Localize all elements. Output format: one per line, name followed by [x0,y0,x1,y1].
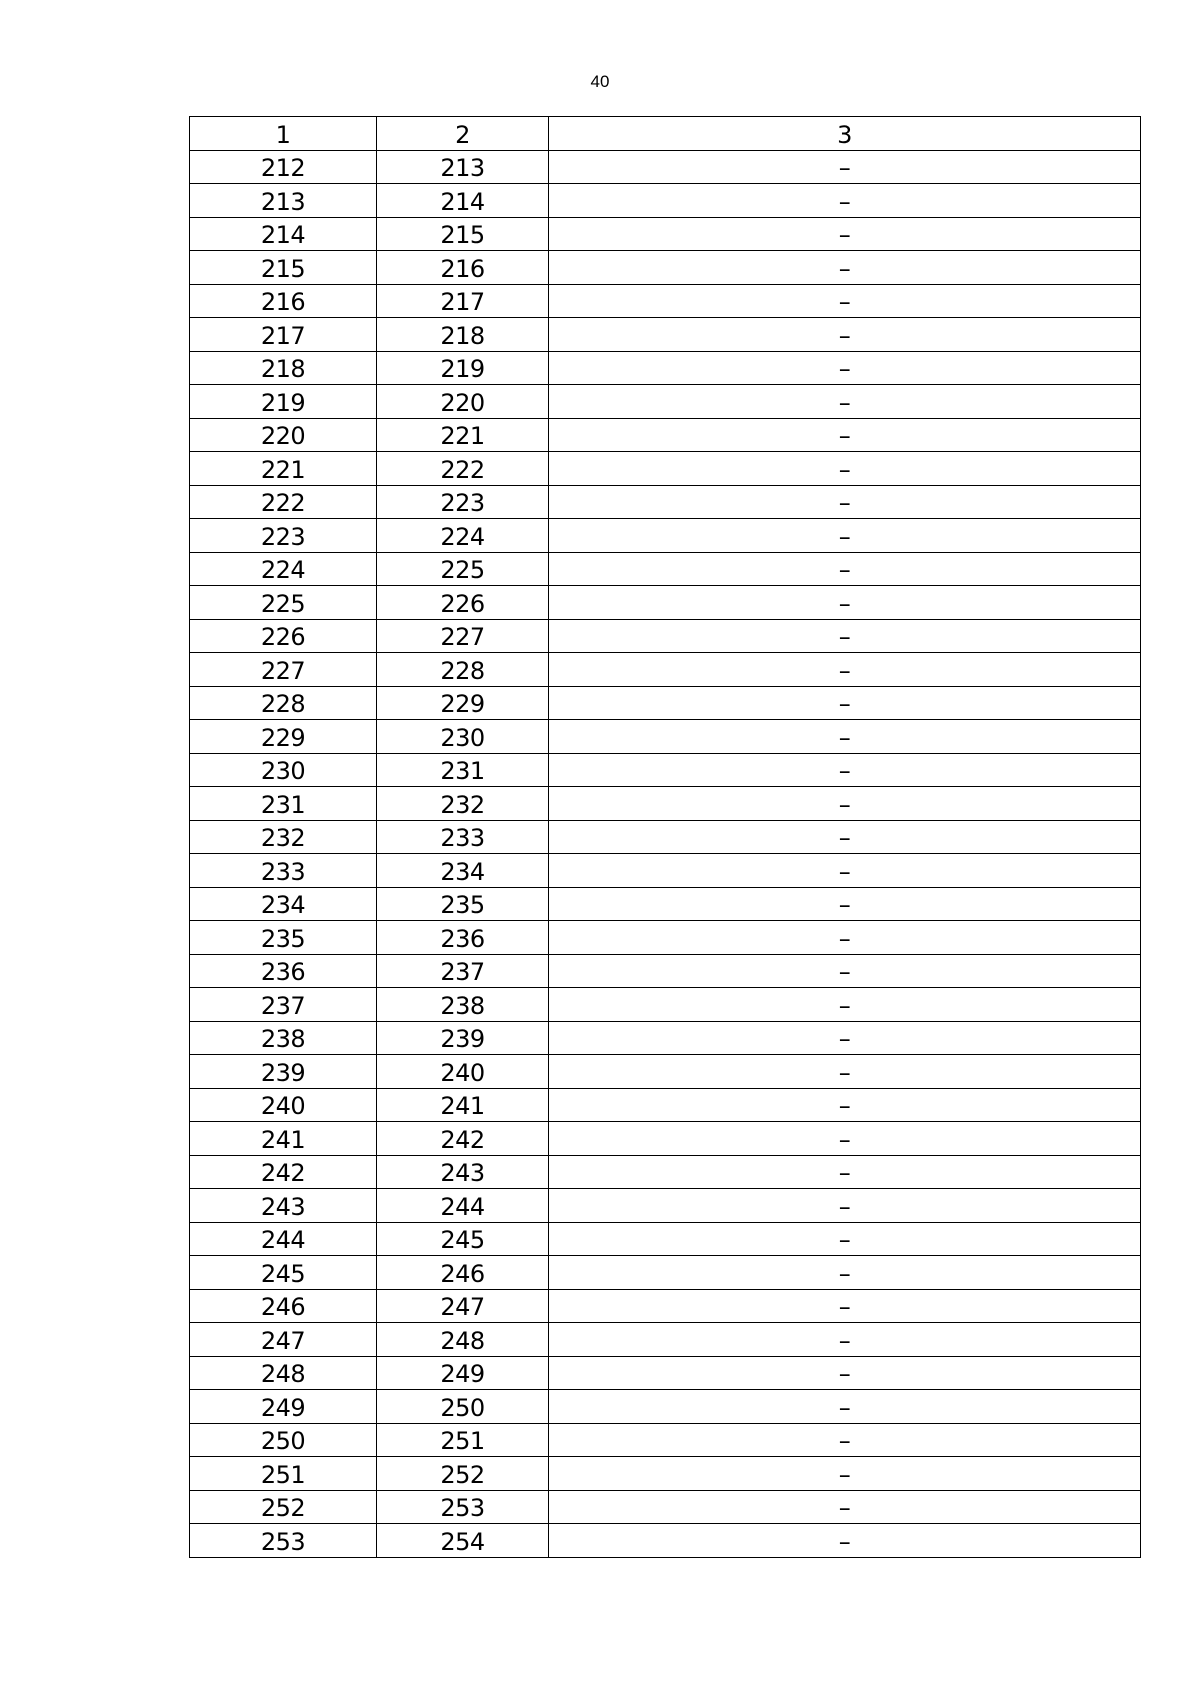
table-cell-col-1: 230 [190,753,377,787]
table-cell-col-1: 212 [190,150,377,184]
table-cell-col-3: – [549,1189,1141,1223]
table-cell-col-3: – [549,988,1141,1022]
table-cell-col-2: 254 [377,1524,549,1558]
table-cell-col-1: 243 [190,1189,377,1223]
table-row [190,619,1141,653]
table-cell-col-3: – [549,887,1141,921]
table-cell-col-3: – [549,1155,1141,1189]
table-cell-col-1: 249 [190,1390,377,1424]
table-cell-col-2: 230 [377,720,549,754]
table-cell-col-2: 221 [377,418,549,452]
table-cell-col-2: 218 [377,318,549,352]
table-cell-col-2: 244 [377,1189,549,1223]
table-cell-col-1: 216 [190,284,377,318]
table-row [190,1222,1141,1256]
table-cell-col-3: – [549,217,1141,251]
table-cell-col-3: – [549,1356,1141,1390]
table-cell-col-3: – [549,1457,1141,1491]
table-row [190,854,1141,888]
table-row [190,1088,1141,1122]
table-cell-col-3: – [549,921,1141,955]
table-row [190,318,1141,352]
table-cell-col-3: – [549,251,1141,285]
table-cell-col-1: 215 [190,251,377,285]
table-cell-col-1: 242 [190,1155,377,1189]
table-cell-col-3: – [549,485,1141,519]
table-cell-col-2: 250 [377,1390,549,1424]
table-cell-col-3: – [549,418,1141,452]
table-cell-col-2: 215 [377,217,549,251]
table-cell-col-2: 239 [377,1021,549,1055]
table-cell-col-2: 231 [377,753,549,787]
table-cell-col-1: 220 [190,418,377,452]
table-row [190,1457,1141,1491]
table-cell-col-3: – [549,720,1141,754]
table-cell-col-3: – [549,385,1141,419]
table-cell-col-1: 236 [190,954,377,988]
table-cell-col-2: 252 [377,1457,549,1491]
table-row [190,485,1141,519]
table-cell-col-1: 250 [190,1423,377,1457]
table-cell-col-3: – [549,1088,1141,1122]
table-row [190,820,1141,854]
table-row [190,418,1141,452]
table-cell-col-1: 228 [190,686,377,720]
table-cell-col-2: 249 [377,1356,549,1390]
table-cell-col-3: – [549,1021,1141,1055]
table-row [190,1390,1141,1424]
table-cell-col-1: 238 [190,1021,377,1055]
table-cell-col-3: – [549,1524,1141,1558]
table-row [190,887,1141,921]
table-cell-col-2: 253 [377,1490,549,1524]
header-cell-col-1: 1 [190,117,377,151]
table-row [190,988,1141,1022]
table-row [190,787,1141,821]
table-row [190,351,1141,385]
table-cell-col-3: – [549,854,1141,888]
table-cell-col-1: 253 [190,1524,377,1558]
table-cell-col-2: 238 [377,988,549,1022]
table-cell-col-2: 248 [377,1323,549,1357]
table-cell-col-3: – [549,1256,1141,1290]
table-cell-col-1: 251 [190,1457,377,1491]
table-cell-col-1: 217 [190,318,377,352]
table-cell-col-3: – [549,686,1141,720]
table-cell-col-1: 219 [190,385,377,419]
header-cell-col-2: 2 [377,117,549,151]
table-row [190,251,1141,285]
table-cell-col-1: 239 [190,1055,377,1089]
table-row [190,1323,1141,1357]
table-cell-col-1: 245 [190,1256,377,1290]
table-cell-col-3: – [549,954,1141,988]
table-cell-col-3: – [549,184,1141,218]
table-cell-col-2: 223 [377,485,549,519]
header-cell-col-3: 3 [549,117,1141,151]
table-cell-col-2: 220 [377,385,549,419]
table-row [190,586,1141,620]
data-table [189,116,1141,1558]
table-row [190,385,1141,419]
table-cell-col-2: 228 [377,653,549,687]
table-cell-col-3: – [549,753,1141,787]
table-cell-col-3: – [549,1490,1141,1524]
table-cell-col-2: 234 [377,854,549,888]
table-cell-col-3: – [549,1122,1141,1156]
table-cell-col-3: – [549,552,1141,586]
table-cell-col-1: 246 [190,1289,377,1323]
table-cell-col-2: 240 [377,1055,549,1089]
table-row [190,1256,1141,1290]
table-row [190,921,1141,955]
table-cell-col-3: – [549,284,1141,318]
table-cell-col-1: 218 [190,351,377,385]
table-cell-col-2: 233 [377,820,549,854]
table-body [190,150,1141,1557]
table-cell-col-1: 233 [190,854,377,888]
table-cell-col-2: 237 [377,954,549,988]
header-row [190,117,1141,151]
table-cell-col-3: – [549,653,1141,687]
table-row [190,1423,1141,1457]
table-cell-col-2: 217 [377,284,549,318]
table-cell-col-1: 227 [190,653,377,687]
table-cell-col-2: 241 [377,1088,549,1122]
table-row [190,653,1141,687]
table-header [190,117,1141,151]
table-cell-col-2: 213 [377,150,549,184]
table-cell-col-2: 242 [377,1122,549,1156]
page-number: 40 [590,72,610,91]
table-row [190,217,1141,251]
table-cell-col-2: 219 [377,351,549,385]
table-cell-col-3: – [549,1423,1141,1457]
table-cell-col-3: – [549,150,1141,184]
table-cell-col-2: 224 [377,519,549,553]
table-row [190,284,1141,318]
table-row [190,1289,1141,1323]
table-cell-col-3: – [549,1055,1141,1089]
table-cell-col-1: 229 [190,720,377,754]
table-cell-col-1: 237 [190,988,377,1022]
table-row [190,1189,1141,1223]
table-cell-col-3: – [549,1289,1141,1323]
table-cell-col-1: 223 [190,519,377,553]
table-cell-col-1: 252 [190,1490,377,1524]
table-cell-col-3: – [549,519,1141,553]
table-cell-col-1: 241 [190,1122,377,1156]
table-row [190,150,1141,184]
table-cell-col-1: 222 [190,485,377,519]
table-cell-col-2: 236 [377,921,549,955]
table-cell-col-2: 216 [377,251,549,285]
table-cell-col-3: – [549,1222,1141,1256]
table-cell-col-3: – [549,318,1141,352]
table-cell-col-1: 214 [190,217,377,251]
table-row [190,753,1141,787]
table-cell-col-1: 247 [190,1323,377,1357]
table-row [190,1155,1141,1189]
table-cell-col-3: – [549,452,1141,486]
table-cell-col-1: 235 [190,921,377,955]
table-row [190,1021,1141,1055]
table-cell-col-1: 226 [190,619,377,653]
table-cell-col-1: 244 [190,1222,377,1256]
table-cell-col-1: 225 [190,586,377,620]
table-cell-col-1: 224 [190,552,377,586]
table-cell-col-3: – [549,351,1141,385]
table-row [190,686,1141,720]
table-cell-col-2: 245 [377,1222,549,1256]
table-cell-col-2: 226 [377,586,549,620]
table-cell-col-2: 232 [377,787,549,821]
table-cell-col-1: 213 [190,184,377,218]
table-row [190,184,1141,218]
table-cell-col-1: 240 [190,1088,377,1122]
table-cell-col-2: 243 [377,1155,549,1189]
table-cell-col-2: 246 [377,1256,549,1290]
table-cell-col-2: 235 [377,887,549,921]
table-row [190,552,1141,586]
table-cell-col-2: 247 [377,1289,549,1323]
table-cell-col-3: – [549,820,1141,854]
table-cell-col-3: – [549,1390,1141,1424]
table-cell-col-3: – [549,787,1141,821]
table-cell-col-1: 231 [190,787,377,821]
table-cell-col-2: 225 [377,552,549,586]
table-row [190,519,1141,553]
table-row [190,1122,1141,1156]
table-row [190,954,1141,988]
table-row [190,1490,1141,1524]
table-cell-col-3: – [549,619,1141,653]
table-row [190,1356,1141,1390]
table-row [190,1055,1141,1089]
table-row [190,452,1141,486]
table-cell-col-1: 221 [190,452,377,486]
table-row [190,1524,1141,1558]
table-cell-col-2: 227 [377,619,549,653]
table-cell-col-3: – [549,586,1141,620]
table-row [190,720,1141,754]
table-cell-col-2: 214 [377,184,549,218]
table-cell-col-2: 229 [377,686,549,720]
table-cell-col-2: 251 [377,1423,549,1457]
table-cell-col-3: – [549,1323,1141,1357]
table-cell-col-2: 222 [377,452,549,486]
table-cell-col-1: 234 [190,887,377,921]
table-cell-col-1: 248 [190,1356,377,1390]
table-cell-col-1: 232 [190,820,377,854]
